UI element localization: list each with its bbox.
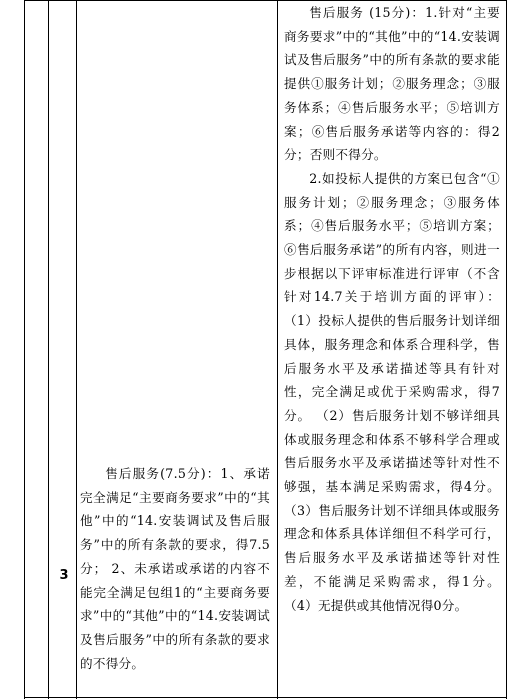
column-divider bbox=[76, 0, 77, 699]
table-border-left bbox=[24, 0, 25, 699]
column-divider bbox=[277, 0, 278, 699]
score-detail-paragraph-2: 2.如投标人提供的方案已包含“①服务计划；②服务理念；③服务体系；④售后服务水平；⑤培训方案；⑥售后服务承诺”的所有内容，则进一步根据以下评审标准进行评审（不含针对14.7关于培训方面的评审）： （1）投标人提供的售后服务计划详细具体，服务理念和体系合理科学，售后服务水平及承诺描述等具有针对性，完全满足或优于采购需求，得7分。 （2）售后服务计划不够详细具体或服务理念和体系不够科学合理或售后服务水平及承诺描述等针对性不够强，基本满足采购需求，得4分。 （3）售后服务计划不详细具体或服务理念和体系具体详细但不科学可行，售后服务水平及承诺描述等针对性差，不能满足采购需求，得1分。 （4）无提供或其他情况得0分。 bbox=[284, 170, 500, 613]
row-number: 3 bbox=[59, 568, 69, 583]
column-divider bbox=[48, 0, 49, 699]
score-detail-paragraph-1: 售后服务 (15分)：1.针对“主要商务要求”中的“其他”中的“14.安装调试及售后服务”中的所有条款的要求能提供①服务计划；②服务理念；③服务体系；④售后服务水平；⑤培训方案；⑥售后服务承诺等内容的：得2分；否则不得分。 bbox=[284, 5, 500, 163]
score-standard-text: 售后服务(7.5分)：1、承诺完全满足“主要商务要求”中的“其他”中的“14.安装调试及售后服务”中的所有条款的要求，得7.5分； 2、未承诺或承诺的内容不能完全满足包组1的“主要商务要求”中的“其他”中的“14.安装调试及售后服务”中的所有条款的要求的不得分。 bbox=[80, 466, 270, 671]
score-standard-cell bbox=[80, 462, 270, 675]
table-border-bottom bbox=[24, 697, 506, 698]
table-border-right bbox=[506, 0, 507, 699]
score-detail-cell bbox=[284, 1, 500, 617]
